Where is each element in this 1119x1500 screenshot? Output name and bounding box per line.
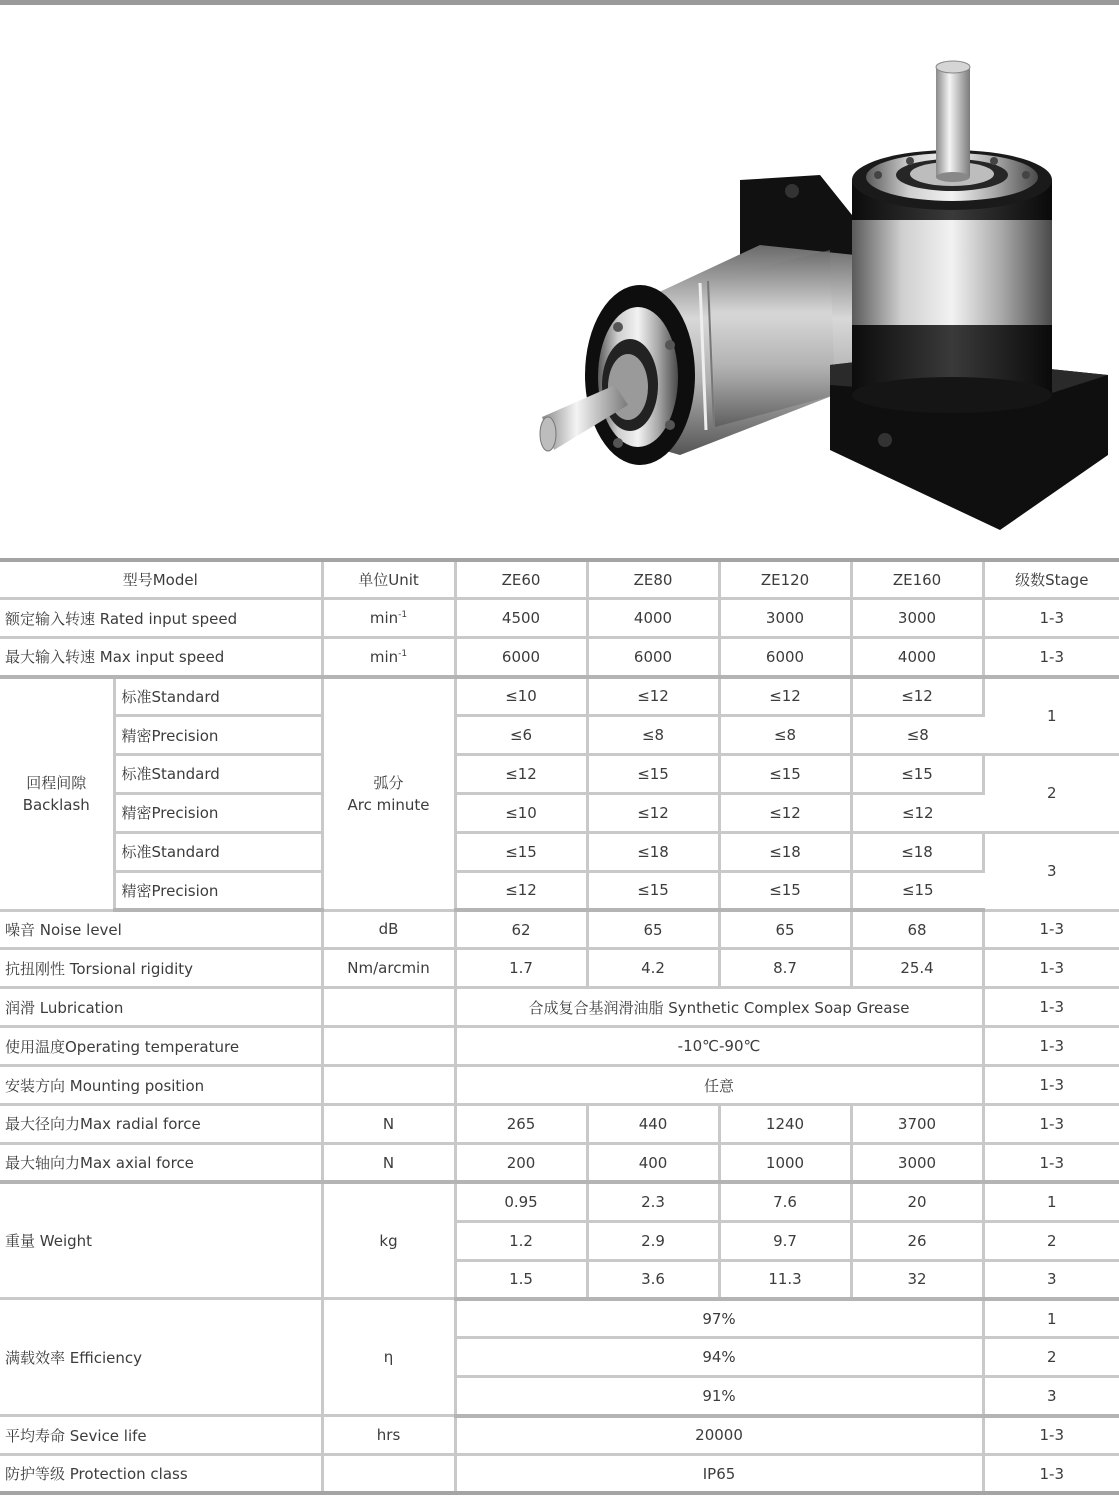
value-cell: 265 [455,1104,587,1143]
mounting-row [0,1066,1119,1105]
value-cell: ≤8 [719,716,851,755]
value-cell: 3700 [851,1104,983,1143]
row-label: 额定输入转速 Rated input speed [0,599,322,638]
value-cell: 0.95 [455,1182,587,1221]
unit-cell [322,1066,455,1105]
value-cell: 65 [587,910,719,949]
unit-cell: N [322,1104,455,1143]
value-cell: ≤15 [719,871,851,910]
value-cell: 400 [587,1143,719,1182]
value-cell: 1000 [719,1143,851,1182]
value-cell: ≤15 [587,754,719,793]
value-cell: 2.9 [587,1221,719,1260]
value-cell: 68 [851,910,983,949]
value-cell: 2.3 [587,1182,719,1221]
stage-cell: 3 [983,832,1119,910]
stage-cell: 2 [983,1221,1119,1260]
stage-cell: 1-3 [983,638,1119,677]
stage-cell: 1-3 [983,988,1119,1027]
value-cell: ≤12 [719,793,851,832]
value-cell: ≤10 [455,677,587,716]
value-cell: 440 [587,1104,719,1143]
row-label: 防护等级 Protection class [0,1454,322,1493]
value-cell: 3.6 [587,1260,719,1299]
backlash-row [0,677,1119,716]
protection-row [0,1454,1119,1493]
value-cell: 4.2 [587,949,719,988]
value-cell: 65 [719,910,851,949]
backlash-row [0,871,1119,910]
backlash-label-en: Backlash [22,795,90,814]
stage-cell: 1 [983,1182,1119,1221]
value-cell: IP65 [455,1454,983,1493]
stage-cell: 1-3 [983,910,1119,949]
value-cell: 91% [455,1377,983,1416]
unit-superscript: -1 [398,648,408,659]
max-speed-row [0,638,1119,677]
stage-cell: 1-3 [983,1416,1119,1455]
row-label: 使用温度Operating temperature [0,1027,322,1066]
value-cell: ≤18 [851,832,983,871]
unit-cell [322,599,455,638]
stage-cell: 1-3 [983,949,1119,988]
value-cell: ≤12 [851,793,983,832]
value-cell: 3000 [851,1143,983,1182]
value-cell: ≤15 [851,871,983,910]
value-cell: 1.5 [455,1260,587,1299]
row-label: 最大轴向力Max axial force [0,1143,322,1182]
backlash-type: 精密Precision [114,716,322,755]
stage-cell: 3 [983,1377,1119,1416]
backlash-unit-cn: 弧分 [373,773,404,792]
unit-superscript: -1 [398,610,408,621]
value-cell: ≤15 [455,832,587,871]
service-life-row [0,1416,1119,1455]
backlash-type: 精密Precision [114,871,322,910]
backlash-type: 标准Standard [114,754,322,793]
value-cell: 62 [455,910,587,949]
unit-cell: N [322,1143,455,1182]
value-cell: 7.6 [719,1182,851,1221]
value-cell: 3000 [719,599,851,638]
value-cell: 合成复合基润滑油脂 Synthetic Complex Soap Grease [455,988,983,1027]
efficiency-row [0,1299,1119,1338]
backlash-type: 标准Standard [114,677,322,716]
unit-cell: η [322,1299,455,1416]
torsional-row [0,949,1119,988]
value-cell: 4000 [587,599,719,638]
value-cell: 200 [455,1143,587,1182]
unit-cell [322,988,455,1027]
row-label: 最大输入转速 Max input speed [0,638,322,677]
backlash-type: 精密Precision [114,793,322,832]
unit-text: min [369,609,399,628]
stage-cell: 3 [983,1260,1119,1299]
row-label: 最大径向力Max radial force [0,1104,322,1143]
value-cell: 1.7 [455,949,587,988]
value-cell: 94% [455,1338,983,1377]
value-cell: ≤15 [587,871,719,910]
stage-cell: 1-3 [983,1143,1119,1182]
weight-row [0,1182,1119,1221]
value-cell: 任意 [455,1066,983,1105]
backlash-row [0,793,1119,832]
backlash-unit-en: Arc minute [347,795,430,814]
stage-cell: 1-3 [983,1454,1119,1493]
header-row [0,560,1119,599]
backlash-row [0,716,1119,755]
row-label: 安装方向 Mounting position [0,1066,322,1105]
unit-cell: dB [322,910,455,949]
value-cell: 32 [851,1260,983,1299]
radial-force-row [0,1104,1119,1143]
value-cell: 20 [851,1182,983,1221]
value-cell: ≤12 [719,677,851,716]
rated-speed-row [0,599,1119,638]
top-divider [0,0,1119,5]
header-model-ze160: ZE160 [851,560,983,599]
unit-cell: Nm/arcmin [322,949,455,988]
axial-force-row [0,1143,1119,1182]
row-label: 平均寿命 Sevice life [0,1416,322,1455]
unit-cell: hrs [322,1416,455,1455]
value-cell: 6000 [587,638,719,677]
header-unit: 单位Unit [322,560,455,599]
stage-cell: 1-3 [983,599,1119,638]
value-cell: ≤12 [455,754,587,793]
value-cell: ≤18 [587,832,719,871]
value-cell: 11.3 [719,1260,851,1299]
stage-cell: 1-3 [983,1027,1119,1066]
stage-cell: 2 [983,1338,1119,1377]
unit-cell: kg [322,1182,455,1299]
value-cell: 6000 [455,638,587,677]
row-label: 润滑 Lubrication [0,988,322,1027]
unit-cell [322,1454,455,1493]
header-model: 型号Model [0,560,322,599]
header-model-ze60: ZE60 [455,560,587,599]
header-stage: 级数Stage [983,560,1119,599]
value-cell: 1240 [719,1104,851,1143]
unit-text: min [369,647,399,666]
value-cell: ≤15 [719,754,851,793]
backlash-label-cn: 回程间隙 [26,773,87,792]
value-cell: 6000 [719,638,851,677]
noise-row [0,910,1119,949]
value-cell: 1.2 [455,1221,587,1260]
value-cell: ≤18 [719,832,851,871]
value-cell: 9.7 [719,1221,851,1260]
row-label: 噪音 Noise level [0,910,322,949]
stage-cell: 1 [983,1299,1119,1338]
gearbox-product-image [530,55,1119,550]
stage-cell: 2 [983,754,1119,832]
specification-table [0,558,1119,1495]
header-model-ze120: ZE120 [719,560,851,599]
backlash-row [0,832,1119,871]
value-cell: 26 [851,1221,983,1260]
value-cell: 3000 [851,599,983,638]
value-cell: -10℃-90℃ [455,1027,983,1066]
value-cell: ≤6 [455,716,587,755]
unit-cell [322,638,455,677]
value-cell: 8.7 [719,949,851,988]
value-cell: ≤8 [851,716,983,755]
value-cell: ≤12 [455,871,587,910]
header-model-ze80: ZE80 [587,560,719,599]
row-label: 抗扭刚性 Torsional rigidity [0,949,322,988]
stage-cell: 1-3 [983,1066,1119,1105]
lubrication-row [0,988,1119,1027]
backlash-row [0,754,1119,793]
value-cell: ≤12 [587,793,719,832]
value-cell: ≤10 [455,793,587,832]
value-cell: 4500 [455,599,587,638]
stage-cell: 1 [983,677,1119,755]
temperature-row [0,1027,1119,1066]
value-cell: ≤15 [851,754,983,793]
value-cell: 4000 [851,638,983,677]
unit-cell [322,1027,455,1066]
row-label: 重量 Weight [0,1182,322,1299]
value-cell: ≤8 [587,716,719,755]
row-label: 满载效率 Efficiency [0,1299,322,1416]
value-cell: 25.4 [851,949,983,988]
stage-cell: 1-3 [983,1104,1119,1143]
value-cell: 97% [455,1299,983,1338]
backlash-unit [322,677,455,910]
backlash-type: 标准Standard [114,832,322,871]
backlash-label [0,677,114,910]
value-cell: ≤12 [851,677,983,716]
value-cell: 20000 [455,1416,983,1455]
value-cell: ≤12 [587,677,719,716]
